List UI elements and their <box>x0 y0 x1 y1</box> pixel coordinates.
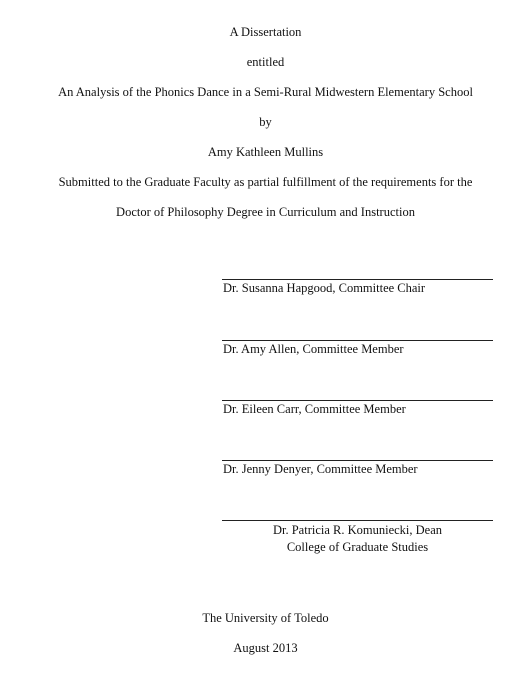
signature-line-member-1 <box>222 340 493 341</box>
document-type: A Dissertation <box>229 25 302 39</box>
dean-signature-block <box>222 522 493 556</box>
signature-label-member-1: Dr. Amy Allen, Committee Member <box>223 342 404 356</box>
author-name: Amy Kathleen Mullins <box>207 145 324 159</box>
university-name: The University of Toledo <box>202 611 329 625</box>
signature-label-member-3: Dr. Jenny Denyer, Committee Member <box>223 462 418 476</box>
signature-label-member-2: Dr. Eileen Carr, Committee Member <box>223 402 406 416</box>
dissertation-title: An Analysis of the Phonics Dance in a Semi-Rural Midwestern Elementary School <box>58 85 473 99</box>
signature-line-member-2 <box>222 400 493 401</box>
entitled-label: entitled <box>246 55 285 69</box>
signature-label-chair: Dr. Susanna Hapgood, Committee Chair <box>223 281 426 295</box>
submission-statement-line-1: Submitted to the Graduate Faculty as partial fulfillment of the requirements for the <box>58 175 473 189</box>
signature-line-chair <box>222 279 493 280</box>
submission-statement-line-2: Doctor of Philosophy Degree in Curriculum and Instruction <box>116 205 415 219</box>
dean-office: College of Graduate Studies <box>286 540 429 554</box>
dean-name: Dr. Patricia R. Komuniecki, Dean <box>272 523 443 537</box>
signature-line-member-3 <box>222 460 493 461</box>
signature-line-dean <box>222 520 493 521</box>
by-label: by <box>259 115 272 129</box>
submission-date: August 2013 <box>233 641 298 655</box>
